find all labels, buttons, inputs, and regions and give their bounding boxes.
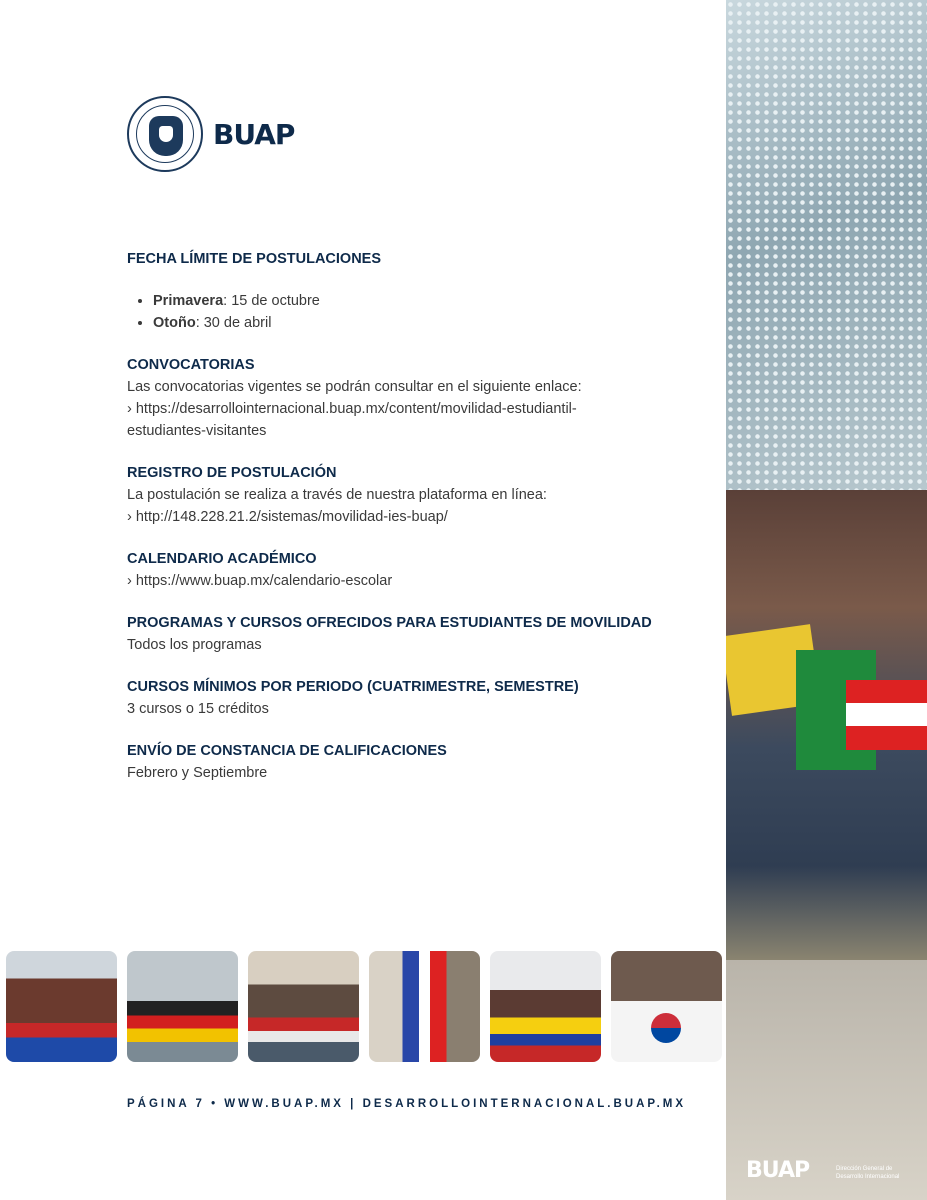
logo-wordmark: BUAP xyxy=(213,117,295,151)
list-item: • Otoño: 30 de abril xyxy=(153,312,687,334)
section-calendar xyxy=(127,548,687,592)
body-text: 3 cursos o 15 créditos xyxy=(127,701,269,717)
building-facade xyxy=(726,0,927,500)
body-text: Las convocatorias vigentes se podrán consultar en el siguiente enlace: xyxy=(127,379,582,395)
group-photo xyxy=(369,951,480,1062)
group-photo xyxy=(6,951,117,1062)
calls-link-cont[interactable]: estudiantes-visitantes xyxy=(127,423,267,439)
calls-link[interactable]: › https://desarrollointernacional.buap.mx/content/movilidad-estudiantil- xyxy=(127,401,577,417)
body-text: La postulación se realiza a través de nuestra plataforma en línea: xyxy=(127,487,547,503)
section-heading: ENVÍO DE CONSTANCIA DE CALIFICACIONES xyxy=(127,743,447,759)
registration-link[interactable]: › http://148.228.21.2/sistemas/movilidad-ies-buap/ xyxy=(127,509,448,525)
section-heading: FECHA LÍMITE DE POSTULACIONES xyxy=(127,251,382,267)
side-logo: BUAP xyxy=(746,1158,810,1183)
group-photo xyxy=(248,951,359,1062)
photo-strip xyxy=(6,951,722,1062)
section-heading: REGISTRO DE POSTULACIÓN xyxy=(127,465,337,481)
section-programs xyxy=(127,612,687,656)
section-deadlines xyxy=(127,248,687,334)
section-registration xyxy=(127,462,687,528)
side-logo-subtitle: Dirección General de Desarrollo Internacional xyxy=(836,1166,900,1180)
group-photo xyxy=(127,951,238,1062)
side-photo xyxy=(726,0,927,1200)
flag-icon xyxy=(846,680,927,750)
section-heading: PROGRAMAS Y CURSOS OFRECIDOS PARA ESTUDIANTES DE MOVILIDAD xyxy=(127,615,652,631)
deadline-list xyxy=(127,290,687,334)
section-calls xyxy=(127,354,687,442)
section-grades xyxy=(127,740,687,784)
body-text: Febrero y Septiembre xyxy=(127,765,268,781)
calendar-link[interactable]: › https://www.buap.mx/calendario-escolar xyxy=(127,573,393,589)
section-heading: CURSOS MÍNIMOS POR PERIODO (CUATRIMESTRE, SEMESTRE) xyxy=(127,679,579,695)
group-photo xyxy=(490,951,601,1062)
body-text: Todos los programas xyxy=(127,637,262,653)
buap-logo xyxy=(127,96,294,172)
university-seal-icon xyxy=(127,96,203,172)
section-min-courses xyxy=(127,676,687,720)
section-heading: CONVOCATORIAS xyxy=(127,357,255,373)
group-photo xyxy=(611,951,722,1062)
list-item: • Primavera: 15 de octubre xyxy=(153,290,687,312)
section-heading: CALENDARIO ACADÉMICO xyxy=(127,551,317,567)
content xyxy=(127,248,687,804)
page-footer: PÁGINA 7 • WWW.BUAP.MX | DESARROLLOINTERNACIONAL.BUAP.MX xyxy=(127,1098,687,1110)
